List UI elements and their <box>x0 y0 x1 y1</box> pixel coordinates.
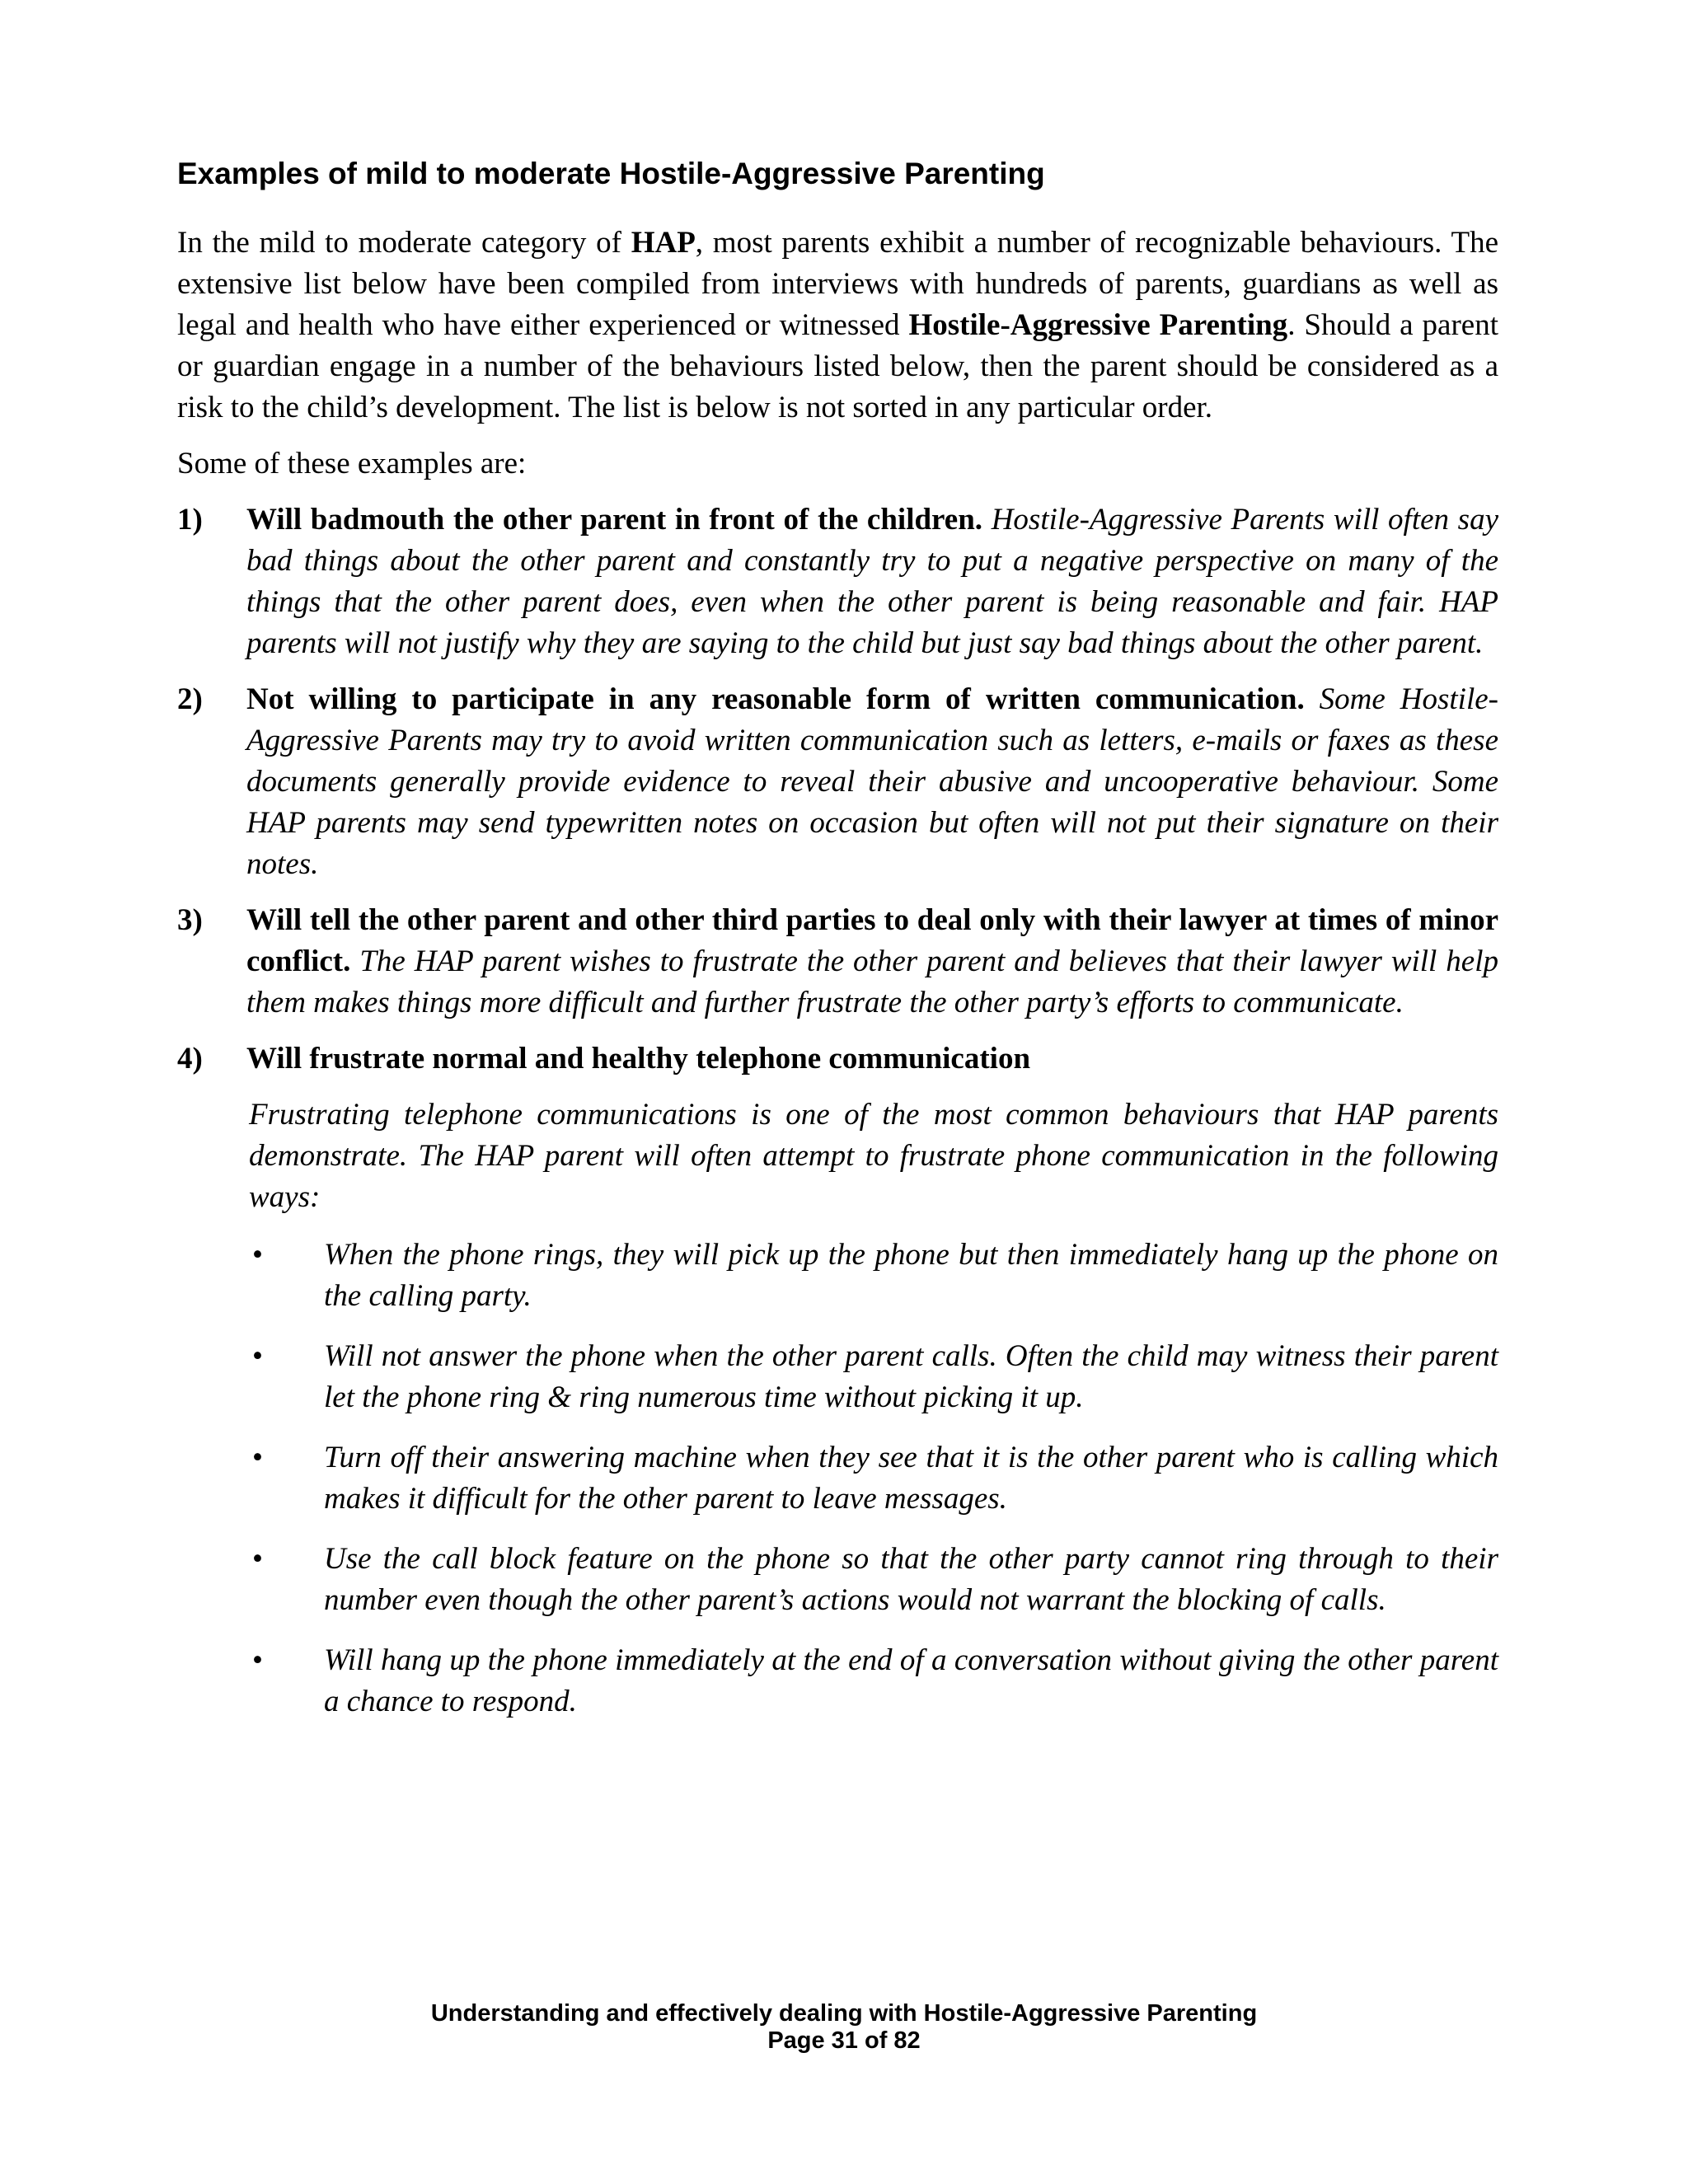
bullet-text: Turn off their answering machine when they see that it is the other parent who is calling which makes it difficult for the other parent to leave messages. <box>324 1441 1498 1516</box>
bullet-text: Will hang up the phone immediately at the end of a conversation without giving the other parent a chance to respond. <box>324 1643 1498 1718</box>
bullet-icon: • <box>252 1643 263 1677</box>
list-item <box>177 900 1498 1024</box>
footer-title: Understanding and effectively dealing with Hostile-Aggressive Parenting <box>430 2000 1258 2027</box>
bullet-icon: • <box>252 1238 263 1272</box>
bullet-icon: • <box>252 1441 263 1474</box>
intro-text-2: , most parents exhibit a number of recognizable behaviours. The extensive list below have been compiled from interviews with hundreds of parents, guardians as well as legal and health who have either experienced or witnessed <box>177 226 1499 342</box>
item-number: 3) <box>177 903 203 937</box>
bullet-icon: • <box>252 1542 263 1576</box>
item-number: 1) <box>177 503 203 537</box>
item-lead: Will frustrate normal and healthy telephone communication <box>246 1042 1031 1076</box>
bullet-text: When the phone rings, they will pick up the phone but then immediately hang up the phone on the calling party. <box>324 1238 1498 1313</box>
bullet-icon: • <box>252 1339 263 1373</box>
bullet-item <box>177 1235 1498 1317</box>
item-lead: Will tell the other parent and other third parties to deal only with their lawyer at times of minor conflict. <box>246 903 1498 978</box>
bullet-text: Use the call block feature on the phone so that the other party cannot ring through to their number even though the other parent’s actions would not warrant the blocking of calls. <box>324 1542 1498 1617</box>
item-description: Hostile-Aggressive Parents will often say bad things about the other parent and constantly try to put a negative perspective on many of the things that the other parent does, even when the other parent is being reasonable and fair. HAP parents will not justify why they are saying to the child but just say bad things about the other parent. <box>246 503 1498 660</box>
page-footer <box>0 2000 1688 2055</box>
examples-lead-in: Some of these examples are: <box>177 447 527 480</box>
list-item <box>177 1038 1498 1080</box>
bullet-item <box>177 1336 1498 1418</box>
bullet-item <box>177 1640 1498 1722</box>
intro-bold-term: Hostile-Aggressive Parenting <box>908 308 1288 342</box>
intro-bold-hap: HAP <box>631 226 696 260</box>
intro-text-3: . Should a parent or guardian engage in a number of the behaviours listed below, then the parent should be considered as a risk to the child’s development. The list is below is not sorted in any particular order. <box>177 308 1499 424</box>
bullet-item <box>177 1539 1498 1621</box>
item-lead: Not willing to participate in any reasonable form of written communication. <box>246 682 1305 716</box>
bullet-text: Will not answer the phone when the other parent calls. Often the child may witness their parent let the phone ring & ring numerous time without picking it up. <box>324 1339 1498 1414</box>
bullet-item <box>177 1437 1498 1520</box>
intro-text-1: In the mild to moderate category of <box>177 226 631 260</box>
item-description: Some Hostile-Aggressive Parents may try to avoid written communication such as letters, e-mails or faxes as these documents generally provide evidence to reveal their abusive and uncooperative behaviour. Some HAP parents may send typewritten notes on occasion but often will not put their signature on their notes. <box>246 682 1498 881</box>
telephone-intro: Frustrating telephone communications is one of the most common behaviours that HAP parents demonstrate. The HAP parent will often attempt to frustrate phone communication in the following ways: <box>249 1098 1498 1214</box>
intro-paragraph <box>177 223 1498 429</box>
list-item <box>177 679 1498 885</box>
list-item <box>177 499 1498 664</box>
section-heading: Examples of mild to moderate Hostile-Aggressive Parenting <box>177 157 1045 190</box>
item-description: The HAP parent wishes to frustrate the other parent and believes that their lawyer will help them makes things more difficult and further frustrate the other party’s efforts to communicate. <box>246 944 1498 1019</box>
item-number: 4) <box>177 1042 203 1076</box>
item-number: 2) <box>177 682 203 716</box>
page-number: Page 31 of 82 <box>767 2027 921 2054</box>
telephone-bullet-list <box>177 1235 1498 1722</box>
page-content <box>177 157 1498 1741</box>
item-lead: Will badmouth the other parent in front of the children. <box>246 503 983 537</box>
